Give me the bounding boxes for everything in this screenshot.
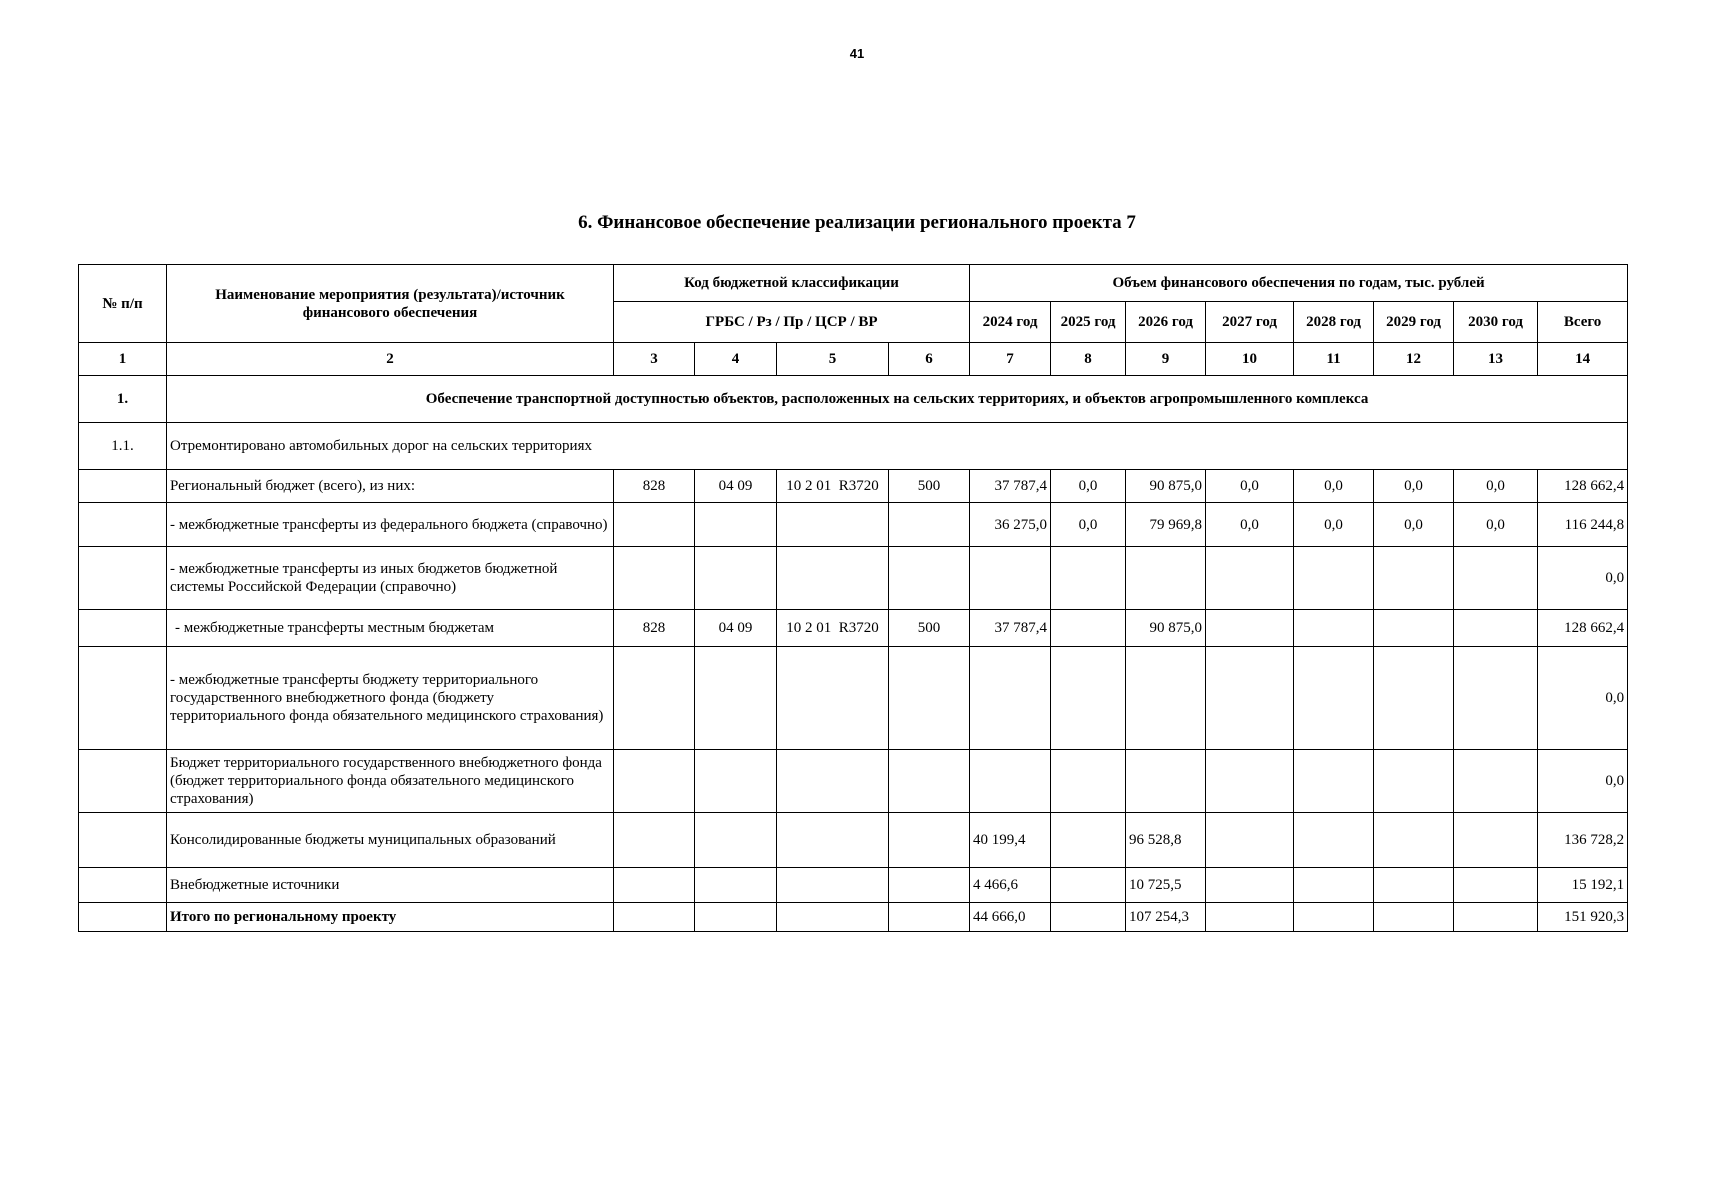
total-row-name: Итого по региональному проекту bbox=[167, 903, 614, 932]
row-name: - межбюджетные трансферты из иных бюджетов бюджетной системы Российской Федерации (справочно) bbox=[167, 547, 614, 610]
value-2029 bbox=[1374, 750, 1454, 813]
header-year: 2027 год bbox=[1206, 302, 1294, 343]
value-2027 bbox=[1206, 647, 1294, 750]
value-2026: 96 528,8 bbox=[1126, 813, 1206, 868]
table-row bbox=[79, 470, 1628, 503]
value-2028 bbox=[1294, 750, 1374, 813]
total-row bbox=[79, 903, 1628, 932]
kbk-rz-pr: 04 09 bbox=[695, 470, 777, 503]
value-2030 bbox=[1454, 610, 1538, 647]
value-2024 bbox=[970, 750, 1051, 813]
row-num-cell bbox=[79, 610, 167, 647]
header-year: 2026 год bbox=[1126, 302, 1206, 343]
table-row bbox=[79, 610, 1628, 647]
value-2027 bbox=[1206, 868, 1294, 903]
value-total: 116 244,8 bbox=[1538, 503, 1628, 547]
row-num-cell bbox=[79, 903, 167, 932]
kbk-vr: 500 bbox=[889, 470, 970, 503]
row-num-cell bbox=[79, 813, 167, 868]
column-number: 13 bbox=[1454, 343, 1538, 376]
value-2027 bbox=[1206, 813, 1294, 868]
kbk-csr: 10 2 01 R3720 bbox=[777, 610, 889, 647]
section-title: 6. Финансовое обеспечение реализации регионального проекта 7 bbox=[578, 212, 1136, 233]
value-2027: 0,0 bbox=[1206, 503, 1294, 547]
section-row bbox=[79, 376, 1628, 423]
kbk-csr bbox=[777, 903, 889, 932]
value-total: 0,0 bbox=[1538, 547, 1628, 610]
kbk-vr bbox=[889, 813, 970, 868]
value-2025: 0,0 bbox=[1051, 503, 1126, 547]
header-year: 2024 год bbox=[970, 302, 1051, 343]
column-number: 8 bbox=[1051, 343, 1126, 376]
total-2026: 107 254,3 bbox=[1126, 903, 1206, 932]
kbk-csr bbox=[777, 647, 889, 750]
column-number: 7 bbox=[970, 343, 1051, 376]
value-2030 bbox=[1454, 750, 1538, 813]
page-number: 41 bbox=[849, 46, 865, 61]
row-num-cell bbox=[79, 547, 167, 610]
total-2025 bbox=[1051, 903, 1126, 932]
value-2028 bbox=[1294, 813, 1374, 868]
kbk-grbs bbox=[614, 813, 695, 868]
value-2025 bbox=[1051, 813, 1126, 868]
section-heading: Обеспечение транспортной доступностью объектов, расположенных на сельских территориях, и объектов агропромышленного комплекса bbox=[167, 376, 1628, 423]
kbk-rz-pr bbox=[695, 813, 777, 868]
value-2027: 0,0 bbox=[1206, 470, 1294, 503]
subsection-row bbox=[79, 423, 1628, 470]
value-2025 bbox=[1051, 868, 1126, 903]
header-volume: Объем финансового обеспечения по годам, тыс. рублей bbox=[970, 265, 1628, 302]
value-2030 bbox=[1454, 868, 1538, 903]
row-num-cell bbox=[79, 503, 167, 547]
column-number: 10 bbox=[1206, 343, 1294, 376]
header-year: 2030 год bbox=[1454, 302, 1538, 343]
value-2026 bbox=[1126, 647, 1206, 750]
subsection-heading: Отремонтировано автомобильных дорог на сельских территориях bbox=[167, 423, 1628, 470]
kbk-rz-pr: 04 09 bbox=[695, 610, 777, 647]
value-2024 bbox=[970, 647, 1051, 750]
value-2028 bbox=[1294, 610, 1374, 647]
column-number: 11 bbox=[1294, 343, 1374, 376]
value-2029: 0,0 bbox=[1374, 470, 1454, 503]
value-2027 bbox=[1206, 547, 1294, 610]
section-number: 1. bbox=[79, 376, 167, 423]
row-num-cell bbox=[79, 868, 167, 903]
row-name: Внебюджетные источники bbox=[167, 868, 614, 903]
value-2029 bbox=[1374, 868, 1454, 903]
kbk-csr bbox=[777, 503, 889, 547]
table-row bbox=[79, 547, 1628, 610]
kbk-rz-pr bbox=[695, 647, 777, 750]
value-2029 bbox=[1374, 647, 1454, 750]
value-2024: 37 787,4 bbox=[970, 470, 1051, 503]
kbk-vr bbox=[889, 750, 970, 813]
value-2028 bbox=[1294, 647, 1374, 750]
table-row bbox=[79, 813, 1628, 868]
kbk-rz-pr bbox=[695, 503, 777, 547]
value-2025 bbox=[1051, 610, 1126, 647]
column-number: 9 bbox=[1126, 343, 1206, 376]
value-2025 bbox=[1051, 750, 1126, 813]
kbk-csr bbox=[777, 750, 889, 813]
header-kbk: Код бюджетной классификации bbox=[614, 265, 970, 302]
value-2024: 4 466,6 bbox=[970, 868, 1051, 903]
kbk-grbs: 828 bbox=[614, 470, 695, 503]
kbk-vr bbox=[889, 647, 970, 750]
header-total: Всего bbox=[1538, 302, 1628, 343]
header-year: 2028 год bbox=[1294, 302, 1374, 343]
header-year: 2029 год bbox=[1374, 302, 1454, 343]
value-total: 15 192,1 bbox=[1538, 868, 1628, 903]
value-2030: 0,0 bbox=[1454, 503, 1538, 547]
column-number: 6 bbox=[889, 343, 970, 376]
total-all: 151 920,3 bbox=[1538, 903, 1628, 932]
value-2026: 90 875,0 bbox=[1126, 610, 1206, 647]
value-total: 128 662,4 bbox=[1538, 610, 1628, 647]
column-number-row bbox=[79, 343, 1628, 376]
value-2029 bbox=[1374, 610, 1454, 647]
value-2024: 36 275,0 bbox=[970, 503, 1051, 547]
header-num: № п/п bbox=[79, 265, 167, 343]
value-2026 bbox=[1126, 547, 1206, 610]
row-name: - межбюджетные трансферты местным бюджетам bbox=[167, 610, 614, 647]
value-2028: 0,0 bbox=[1294, 503, 1374, 547]
column-number: 4 bbox=[695, 343, 777, 376]
value-2028: 0,0 bbox=[1294, 470, 1374, 503]
total-2027 bbox=[1206, 903, 1294, 932]
kbk-rz-pr bbox=[695, 547, 777, 610]
value-total: 136 728,2 bbox=[1538, 813, 1628, 868]
column-number: 12 bbox=[1374, 343, 1454, 376]
value-2030: 0,0 bbox=[1454, 470, 1538, 503]
kbk-grbs bbox=[614, 547, 695, 610]
value-2025: 0,0 bbox=[1051, 470, 1126, 503]
row-num-cell bbox=[79, 647, 167, 750]
value-2029 bbox=[1374, 813, 1454, 868]
value-total: 128 662,4 bbox=[1538, 470, 1628, 503]
header-kbk-sub: ГРБС / Рз / Пр / ЦСР / ВР bbox=[614, 302, 970, 343]
row-num-cell bbox=[79, 750, 167, 813]
kbk-vr bbox=[889, 503, 970, 547]
kbk-grbs bbox=[614, 868, 695, 903]
subsection-number: 1.1. bbox=[79, 423, 167, 470]
column-number: 5 bbox=[777, 343, 889, 376]
value-2029 bbox=[1374, 547, 1454, 610]
header-year: 2025 год bbox=[1051, 302, 1126, 343]
value-total: 0,0 bbox=[1538, 750, 1628, 813]
kbk-rz-pr bbox=[695, 750, 777, 813]
total-2024: 44 666,0 bbox=[970, 903, 1051, 932]
kbk-csr bbox=[777, 868, 889, 903]
table-row bbox=[79, 503, 1628, 547]
row-name: Бюджет территориального государственного внебюджетного фонда (бюджет территориального фонда обязательного медицинского страхования) bbox=[167, 750, 614, 813]
value-2027 bbox=[1206, 750, 1294, 813]
kbk-vr: 500 bbox=[889, 610, 970, 647]
value-2025 bbox=[1051, 647, 1126, 750]
kbk-rz-pr bbox=[695, 903, 777, 932]
value-2024 bbox=[970, 547, 1051, 610]
total-2030 bbox=[1454, 903, 1538, 932]
value-2024: 40 199,4 bbox=[970, 813, 1051, 868]
kbk-vr bbox=[889, 868, 970, 903]
kbk-grbs bbox=[614, 903, 695, 932]
kbk-csr bbox=[777, 547, 889, 610]
row-name: - межбюджетные трансферты из федерального бюджета (справочно) bbox=[167, 503, 614, 547]
row-name: - межбюджетные трансферты бюджету территориального государственного внебюджетного фонда (бюджету территориального фонда обязательного медицинского страхования) bbox=[167, 647, 614, 750]
value-2029: 0,0 bbox=[1374, 503, 1454, 547]
row-num-cell bbox=[79, 470, 167, 503]
value-2026: 79 969,8 bbox=[1126, 503, 1206, 547]
header-row-1 bbox=[79, 265, 1628, 302]
kbk-grbs bbox=[614, 503, 695, 547]
value-2030 bbox=[1454, 547, 1538, 610]
row-name: Региональный бюджет (всего), из них: bbox=[167, 470, 614, 503]
table-row bbox=[79, 750, 1628, 813]
value-2030 bbox=[1454, 813, 1538, 868]
column-number: 3 bbox=[614, 343, 695, 376]
kbk-rz-pr bbox=[695, 868, 777, 903]
table-row bbox=[79, 647, 1628, 750]
total-2029 bbox=[1374, 903, 1454, 932]
value-2025 bbox=[1051, 547, 1126, 610]
value-2028 bbox=[1294, 547, 1374, 610]
value-2027 bbox=[1206, 610, 1294, 647]
column-number: 2 bbox=[167, 343, 614, 376]
kbk-csr bbox=[777, 813, 889, 868]
value-2026: 90 875,0 bbox=[1126, 470, 1206, 503]
value-2028 bbox=[1294, 868, 1374, 903]
kbk-vr bbox=[889, 903, 970, 932]
value-2024: 37 787,4 bbox=[970, 610, 1051, 647]
total-2028 bbox=[1294, 903, 1374, 932]
kbk-grbs bbox=[614, 647, 695, 750]
row-name: Консолидированные бюджеты муниципальных образований bbox=[167, 813, 614, 868]
kbk-vr bbox=[889, 547, 970, 610]
value-2026: 10 725,5 bbox=[1126, 868, 1206, 903]
table-row bbox=[79, 868, 1628, 903]
kbk-grbs: 828 bbox=[614, 610, 695, 647]
value-2030 bbox=[1454, 647, 1538, 750]
header-name: Наименование мероприятия (результата)/источник финансового обеспечения bbox=[167, 265, 614, 343]
column-number: 14 bbox=[1538, 343, 1628, 376]
financing-table bbox=[78, 264, 1628, 932]
value-total: 0,0 bbox=[1538, 647, 1628, 750]
value-2026 bbox=[1126, 750, 1206, 813]
kbk-grbs bbox=[614, 750, 695, 813]
kbk-csr: 10 2 01 R3720 bbox=[777, 470, 889, 503]
column-number: 1 bbox=[79, 343, 167, 376]
